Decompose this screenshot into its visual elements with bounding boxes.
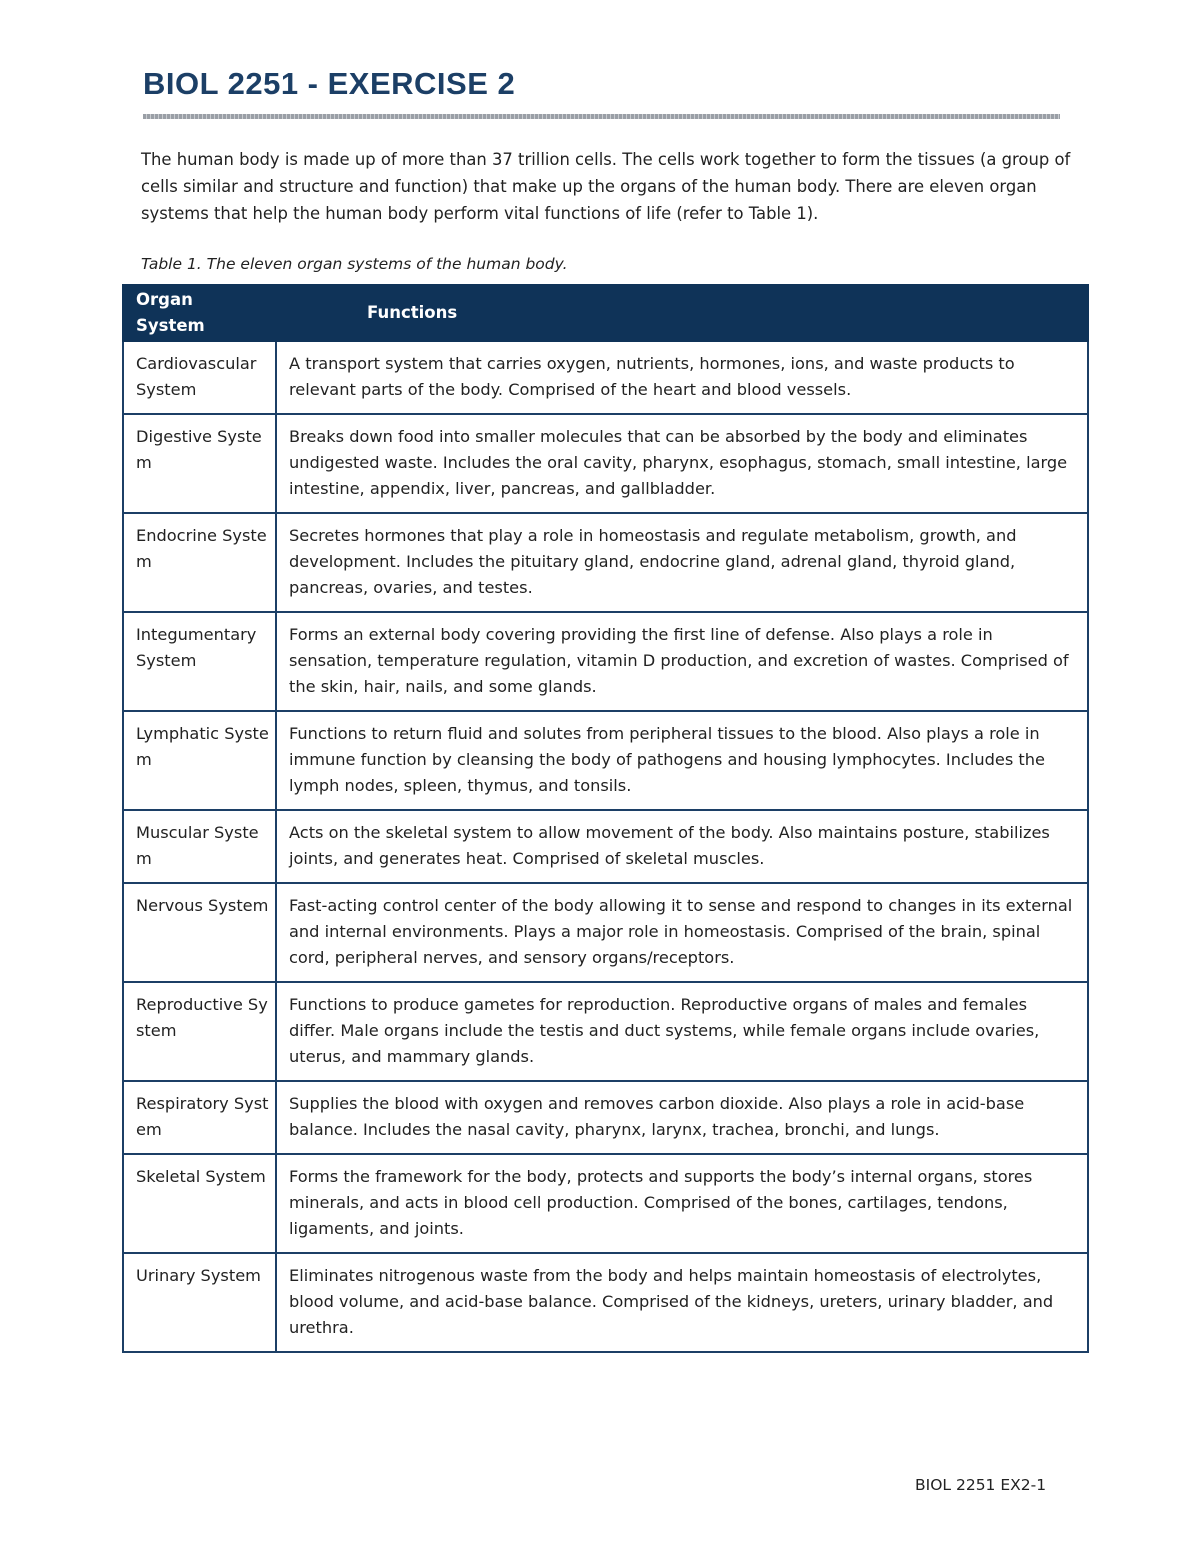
functions-cell: Secretes hormones that play a role in homeostasis and regulate metabolism, growth, and development. Includes the pituitary gland, endocrine gland, adrenal gland, thyroid gland, pancreas, ovaries, and testes. <box>276 513 1088 612</box>
functions-cell: Eliminates nitrogenous waste from the body and helps maintain homeostasis of electrolytes, blood volume, and acid-base balance. Comprised of the kidneys, ureters, urinary bladder, and urethra. <box>276 1253 1088 1352</box>
table-row <box>123 513 1088 612</box>
table-caption: Table 1. The eleven organ systems of the human body. <box>141 255 568 273</box>
system-cell: Skeletal System <box>123 1154 276 1253</box>
table-row <box>123 883 1088 982</box>
system-cell: Urinary System <box>123 1253 276 1352</box>
functions-cell: Forms an external body covering providing the first line of defense. Also plays a role in sensation, temperature regulation, vitamin D production, and excretion of wastes. Comprised of the skin, hair, nails, and some glands. <box>276 612 1088 711</box>
table-row <box>123 341 1088 414</box>
table-row <box>123 711 1088 810</box>
system-cell: Nervous System <box>123 883 276 982</box>
page-footer: BIOL 2251 EX2-1 <box>915 1476 1047 1494</box>
system-cell: Muscular System <box>123 810 276 883</box>
intro-paragraph: The human body is made up of more than 37 trillion cells. The cells work together to form the tissues (a group of cells similar and structure and function) that make up the organs of the human body. There are eleven organ systems that help the human body perform vital functions of life (refer to Table 1). <box>141 150 1071 223</box>
header-organ-system: Organ System <box>123 285 276 341</box>
system-cell: Respiratory System <box>123 1081 276 1154</box>
table-header-row <box>123 285 1088 341</box>
header-functions: Functions <box>276 285 1088 341</box>
system-cell: Cardiovascular System <box>123 341 276 414</box>
system-cell: Integumentary System <box>123 612 276 711</box>
functions-cell: Supplies the blood with oxygen and removes carbon dioxide. Also plays a role in acid-base balance. Includes the nasal cavity, pharynx, larynx, trachea, bronchi, and lungs. <box>276 1081 1088 1154</box>
table-row <box>123 414 1088 513</box>
functions-cell: Acts on the skeletal system to allow movement of the body. Also maintains posture, stabilizes joints, and generates heat. Comprised of skeletal muscles. <box>276 810 1088 883</box>
page-title: BIOL 2251 - EXERCISE 2 <box>143 66 516 101</box>
system-cell: Lymphatic System <box>123 711 276 810</box>
system-cell: Reproductive System <box>123 982 276 1081</box>
functions-cell: Breaks down food into smaller molecules that can be absorbed by the body and eliminates undigested waste. Includes the oral cavity, pharynx, esophagus, stomach, small intestine, large intestine, appendix, liver, pancreas, and gallbladder. <box>276 414 1088 513</box>
table-row <box>123 1154 1088 1253</box>
system-cell: Digestive System <box>123 414 276 513</box>
functions-cell: Forms the framework for the body, protects and supports the body’s internal organs, stores minerals, and acts in blood cell production. Comprised of the bones, cartilages, tendons, ligaments, and joints. <box>276 1154 1088 1253</box>
functions-cell: A transport system that carries oxygen, nutrients, hormones, ions, and waste products to relevant parts of the body. Comprised of the heart and blood vessels. <box>276 341 1088 414</box>
table-row <box>123 612 1088 711</box>
system-cell: Endocrine System <box>123 513 276 612</box>
functions-cell: Functions to return fluid and solutes from peripheral tissues to the blood. Also plays a role in immune function by cleansing the body of pathogens and housing lymphocytes. Includes the lymph nodes, spleen, thymus, and tonsils. <box>276 711 1088 810</box>
table-row <box>123 1081 1088 1154</box>
title-divider <box>143 114 1060 119</box>
table-row <box>123 982 1088 1081</box>
table-row <box>123 810 1088 883</box>
table-row <box>123 1253 1088 1352</box>
functions-cell: Fast-acting control center of the body allowing it to sense and respond to changes in its external and internal environments. Plays a major role in homeostasis. Comprised of the brain, spinal cord, peripheral nerves, and sensory organs/receptors. <box>276 883 1088 982</box>
organ-systems-table <box>122 284 1089 1353</box>
functions-cell: Functions to produce gametes for reproduction. Reproductive organs of males and females differ. Male organs include the testis and duct systems, while female organs include ovaries, uterus, and mammary glands. <box>276 982 1088 1081</box>
